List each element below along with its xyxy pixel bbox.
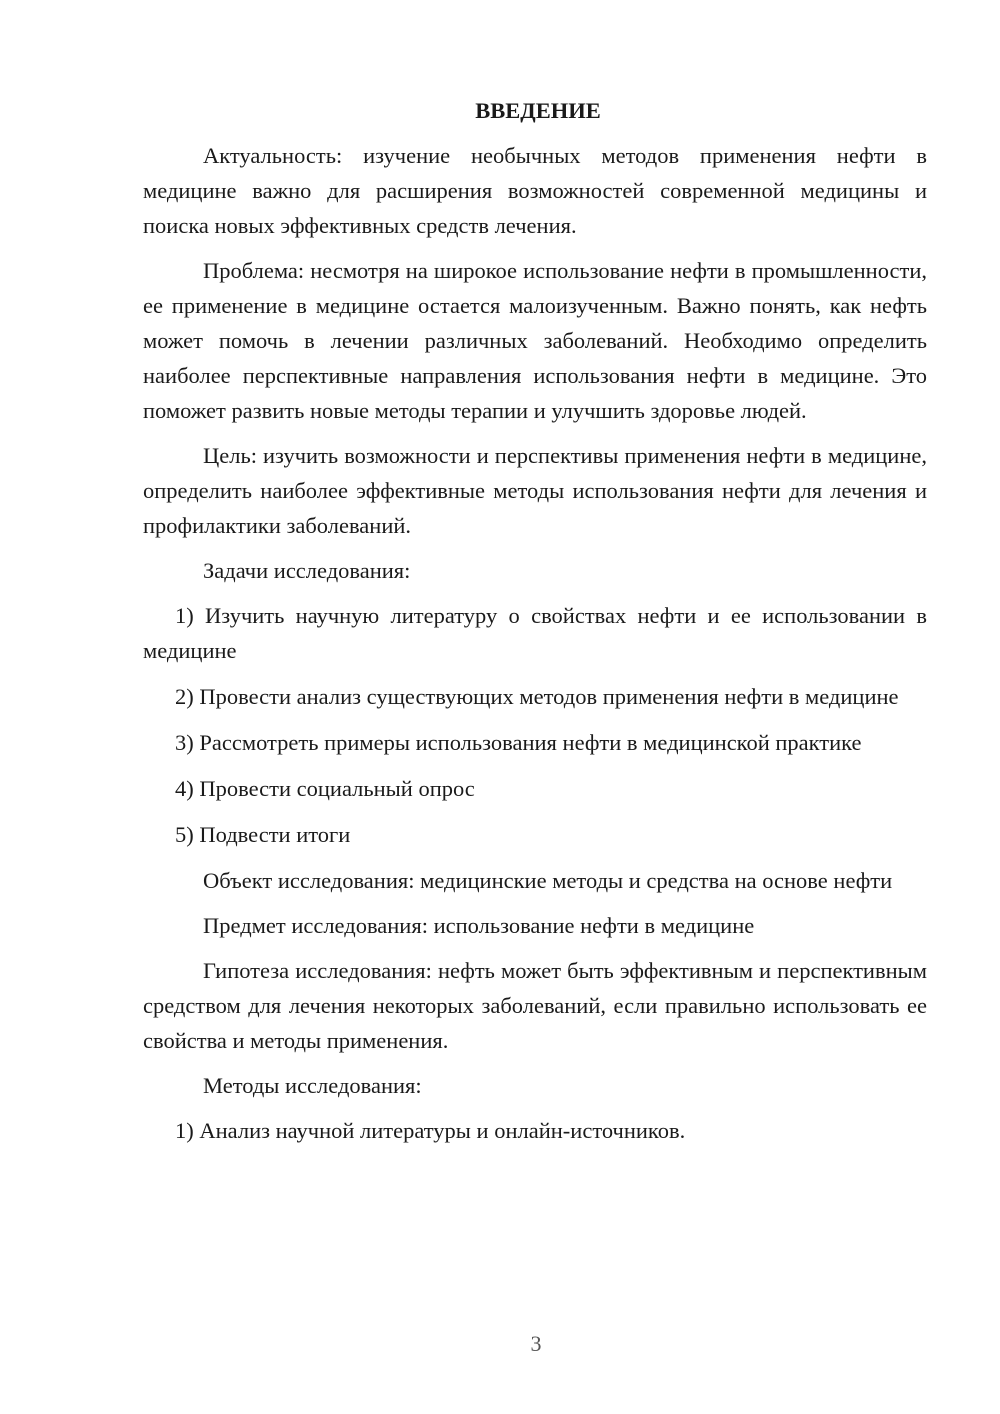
methods-heading: Методы исследования: xyxy=(203,1073,422,1098)
problem-paragraph: Проблема: несмотря на широкое использование нефти в промышленности, ее применение в медицине остается малоизученным. Важно понять, как нефть может помочь в лечении различных заболеваний. Необходимо определить наиболее перспективные направления использования нефти в медицине. Это поможет развить новые методы терапии и улучшить здоровье людей. xyxy=(143,258,927,423)
task-item-5: 5) Подвести итоги xyxy=(175,822,351,847)
subject-paragraph: Предмет исследования: использование нефти в медицине xyxy=(203,913,755,938)
section-title: ВВЕДЕНИЕ xyxy=(475,98,601,123)
task-item-4: 4) Провести социальный опрос xyxy=(175,776,475,801)
page-content xyxy=(143,93,927,1159)
method-item-1: 1) Анализ научной литературы и онлайн-источников. xyxy=(175,1118,686,1143)
task-item-1: 1) Изучить научную литературу о свойствах нефти и ее использовании в медицине xyxy=(143,603,927,663)
hypothesis-paragraph: Гипотеза исследования: нефть может быть эффективным и перспективным средством для лечения некоторых заболеваний, если правильно использовать ее свойства и методы применения. xyxy=(143,958,927,1053)
relevance-paragraph: Актуальность: изучение необычных методов применения нефти в медицине важно для расширения возможностей современной медицины и поиска новых эффективных средств лечения. xyxy=(143,143,927,238)
task-item-3: 3) Рассмотреть примеры использования нефти в медицинской практике xyxy=(175,730,862,755)
object-paragraph: Объект исследования: медицинские методы и средства на основе нефти xyxy=(203,868,893,893)
page-number: 3 xyxy=(530,1331,542,1356)
goal-paragraph: Цель: изучить возможности и перспективы применения нефти в медицине, определить наиболее эффективные методы использования нефти для лечения и профилактики заболеваний. xyxy=(143,443,927,538)
tasks-heading: Задачи исследования: xyxy=(203,558,411,583)
task-item-2: 2) Провести анализ существующих методов применения нефти в медицине xyxy=(175,684,899,709)
